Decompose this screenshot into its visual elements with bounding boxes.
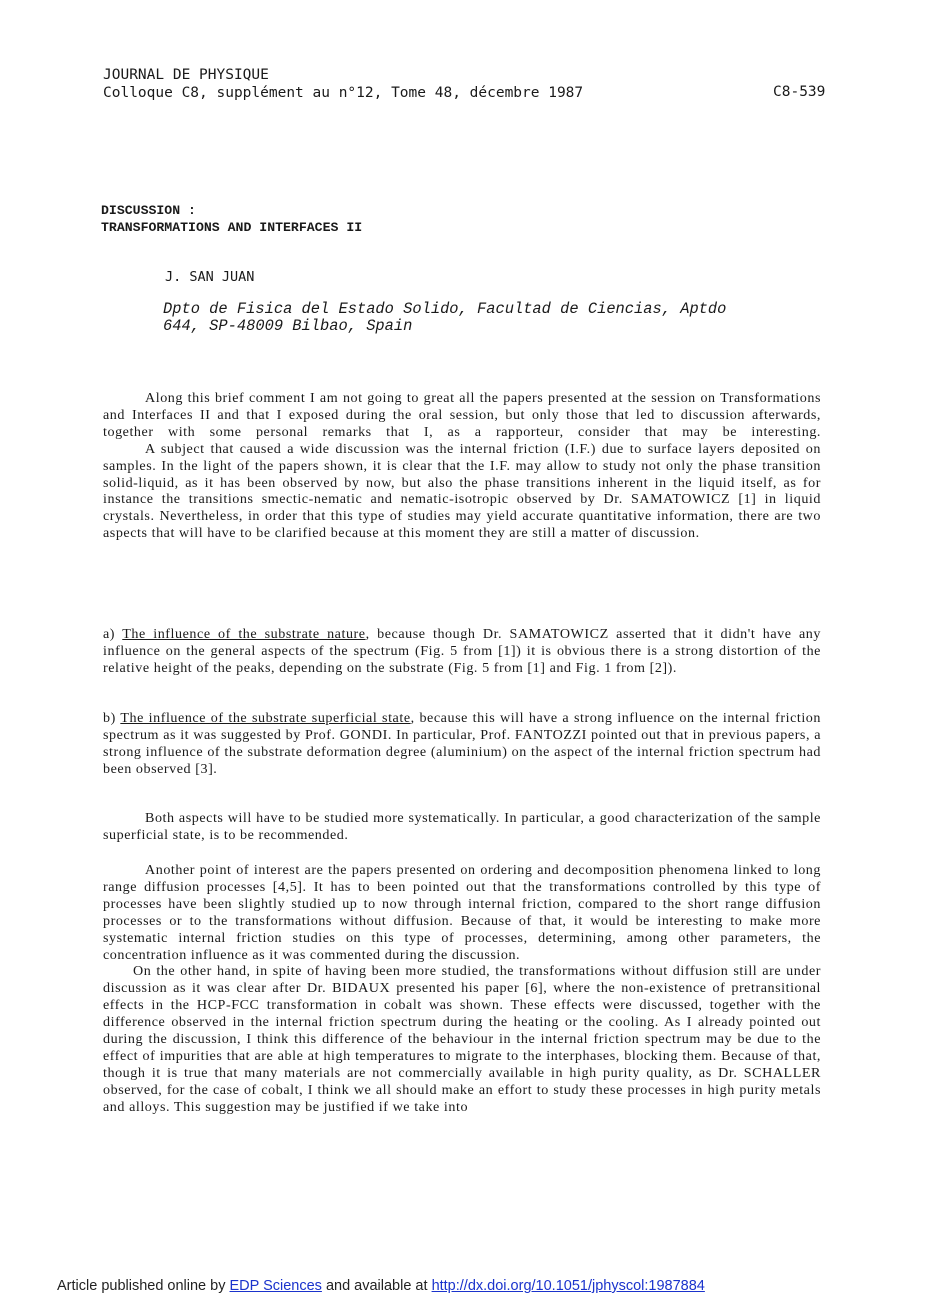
doi-link[interactable]: http://dx.doi.org/10.1051/jphyscol:1987884 — [431, 1278, 705, 1294]
point-b-title: The influence of the substrate superficial state — [120, 710, 411, 726]
paragraph-point-a — [103, 626, 821, 677]
page-number: C8-539 — [773, 84, 826, 100]
point-a-block — [103, 626, 821, 677]
paragraph-transformations: On the other hand, in spite of having been more studied, the transformations without diffusion still are under discussion as it was clear after Dr. BIDAUX presented his paper [6], where the non-existence of pretransitional effects in the HCP-FCC transformation in cobalt was shown. These effects were discussed, together with the difference observed in the internal friction spectrum during the heating or the cooling. As I already pointed out during the discussion, I think this difference of the behaviour in the internal friction spectrum may be due to the effect of impurities that are able at high temperatures to migrate to the interphases, blocking them. Because of that, though it is true that many materials are not commercially available in high purity quality, as Dr. SCHALLER observed, for the case of cobalt, I think we all should make an effort to study these processes in high purity metals and alloys. This suggestion may be justified if we take into — [103, 963, 821, 1115]
point-b-text: , because this will have a strong influence on the internal friction spectrum as it was suggested by Prof. GONDI. In particular, Prof. FANTOZZI pointed out that in previous papers, a strong influence of the substrate deformation degree (aluminium) on the aspect of the internal friction spectrum had been observed [3]. — [103, 710, 821, 777]
section-title: TRANSFORMATIONS AND INTERFACES II — [101, 220, 363, 235]
discussion-heading: DISCUSSION : — [101, 203, 196, 218]
publication-footer — [57, 1278, 705, 1294]
point-b-block — [103, 710, 821, 778]
paragraph-systematic: Both aspects will have to be studied more systematically. In particular, a good characterization of the sample superficial state, is to be recommended. — [103, 810, 821, 843]
point-a-marker: a) — [103, 626, 116, 642]
paragraph-surface-layers: A subject that caused a wide discussion was the internal friction (I.F.) due to surface layers deposited on samples. In the light of the papers shown, it is clear that the I.F. may allow to study not only the phase transition solid-liquid, as it has been observed by now, but also the phase transitions inherent in the liquid itself, as for instance the transitions smectic-nematic and nematic-isotropic observed by Dr. SAMATOWICZ [1] in liquid crystals. Nevertheless, in order that this type of studies may yield accurate quantitative information, there are two aspects that will have to be clarified because at this moment they are still a matter of discussion. — [103, 440, 821, 542]
affiliation-line-2: 644, SP-48009 Bilbao, Spain — [163, 317, 413, 335]
footer-prefix: Article published online by — [57, 1278, 230, 1294]
point-a-text: , because though Dr. SAMATOWICZ asserted that it didn't have any influence on the general aspects of the spectrum (Fig. 5 from [1]) it is obvious there is a strong distortion of the relative height of the peaks, depending on the substrate (Fig. 5 from [1] and Fig. 1 from [2]). — [103, 626, 821, 676]
paragraph-point-b — [103, 710, 821, 778]
colloque-line: Colloque C8, supplément au n°12, Tome 48, décembre 1987 — [103, 85, 584, 101]
journal-name: JOURNAL DE PHYSIQUE — [103, 67, 269, 83]
point-b-marker: b) — [103, 710, 116, 726]
systematic-block — [103, 810, 821, 844]
affiliation-line-1: Dpto de Fisica del Estado Solido, Facultad de Ciencias, Aptdo — [163, 300, 727, 318]
footer-middle: and available at — [321, 1278, 432, 1294]
point-a-title: The influence of the substrate nature — [122, 626, 366, 642]
diffusion-block — [103, 862, 821, 1116]
author-name: J. SAN JUAN — [165, 269, 255, 285]
paragraph-diffusion: Another point of interest are the papers presented on ordering and decomposition phenomena linked to long range diffusion processes [4,5]. It has to been pointed out that the transformations controlled by this type of processes have been slightly studied up to now through internal friction, compared to the short range diffusion processes or to the transformations without diffusion. Because of that, it would be interesting to make more systematic internal friction studies on this type of processes, determining, among other parameters, the concentration influence as it was commented during the discussion. — [103, 862, 821, 963]
publisher-link[interactable]: EDP Sciences — [229, 1278, 322, 1294]
paragraph-intro: Along this brief comment I am not going to great all the papers presented at the session on Transformations and Interfaces II and that I exposed during the oral session, but only those that led to discussion afterwards, together with some personal remarks that I, as a rapporteur, consider that may be interesting. — [103, 390, 821, 440]
intro-block — [103, 390, 821, 542]
